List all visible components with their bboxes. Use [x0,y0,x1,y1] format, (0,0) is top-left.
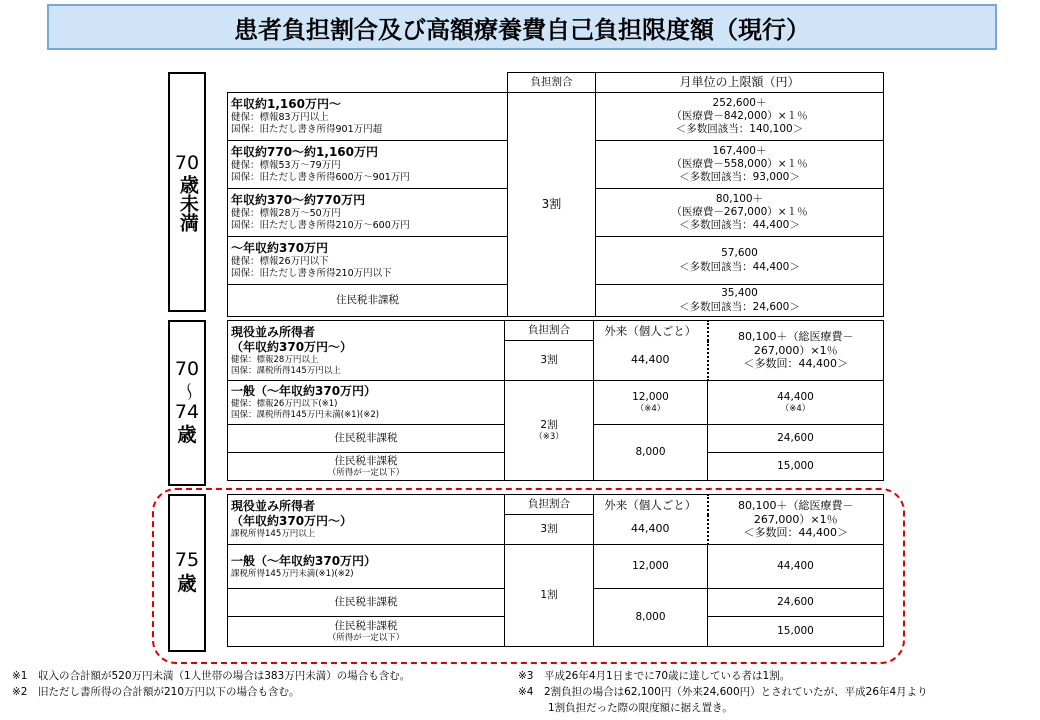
age-separator: ～ [176,381,199,401]
limit-multi: ＜多数回該当：140,100＞ [675,123,804,136]
limit-multi: ＜多数回該当：44,400＞ [679,219,800,232]
age-text: 歳 [177,424,197,447]
ratio-cell: 2割 [540,418,558,431]
age-number: 70 [174,357,200,380]
income-title: 住民税非課税 [334,619,398,632]
age-text: 歳未満 [176,175,199,233]
income-detail: 国保：課税所得145万円未満(※1)(※2) [231,410,380,420]
outpatient-value: 44,400 [594,515,708,545]
outpatient-value: 8,000 [594,589,708,647]
limit-value: 35,400 [721,287,758,300]
income-detail: 健保：標報28万～50万円 [231,208,341,220]
limit-line: 80,100＋（総医療費－ [738,498,854,512]
limit-value: 15,000 [708,617,884,647]
limit-multi: ＜多数回該当：44,400＞ [679,260,800,273]
highlight-frame [152,488,905,664]
limit-line: 267,000）×1％ [753,512,838,526]
footnote-3: ※3 平成26年4月1日までに70歳に達している者は1割。 [518,670,791,682]
limit-value: 252,600＋ [712,96,767,109]
ratio-cell: 3割 [505,341,594,381]
limit-line: ＜多数回：44,400＞ [743,526,848,540]
limit-value: 44,400 [777,390,814,403]
limit-note: （※4） [780,403,811,414]
income-detail: 国保：旧ただし書き所得210万～600万円 [231,220,410,231]
page-title: 患者負担割合及び高額療養費自己負担限度額（現行） [47,4,997,50]
ratio-cell: 1割 [505,545,594,647]
limit-value: 24,600 [708,425,884,453]
header-outpatient: 外来（個人ごと） [594,321,708,341]
income-subtitle: （所得が一定以下） [327,467,405,478]
limit-value: 57,600 [721,247,758,260]
outpatient-note: （※4） [635,403,666,414]
income-detail: 国保：旧ただし書き所得210万円以下 [231,268,392,279]
income-title: 住民税非課税 [228,285,508,317]
income-title: 年収約1,160万円～ [231,97,341,112]
limit-value: 80,100＋ [715,192,764,205]
header-outpatient: 外来（個人ごと） [594,495,708,515]
age-text: 歳 [177,573,197,595]
ratio-cell: 3割 [508,93,596,317]
income-title: 年収約770～約1,160万円 [231,145,379,160]
outpatient-value: 12,000 [632,390,669,403]
outpatient-value: 44,400 [594,341,708,381]
limit-value: 15,000 [708,453,884,481]
age-number-2: 74 [174,400,200,423]
footnote-2: ※2 旧ただし書所得の合計額が210万円以下の場合も含む。 [12,686,300,698]
footnote-1: ※1 収入の合計額が520万円未満（1人世帯の場合は383万円未満）の場合も含む。 [12,670,411,682]
table-70-74 [227,320,884,481]
income-detail: 国保：課税所得145万円以上 [231,365,341,376]
outpatient-value: 12,000 [594,545,708,589]
income-detail: 健保：標報26万円以下 [231,256,329,268]
income-subtitle: （年収約370万円～） [231,339,353,354]
header-ratio: 負担割合 [505,321,594,341]
income-title: ～年収約370万円 [231,241,329,256]
income-detail: 国保：旧ただし書き所得901万円超 [231,124,383,135]
income-detail: 健保：標報53万～79万円 [231,160,341,172]
income-detail: 国保：旧ただし書き所得600万～901万円 [231,172,410,183]
limit-multi: ＜多数回該当：93,000＞ [679,171,800,184]
header-limit: 月単位の上限額（円） [596,73,884,93]
limit-line: 80,100＋（総医療費－ [738,329,854,343]
table-row [228,381,884,425]
ratio-note: （※3） [534,431,564,442]
income-detail: 課税所得145万円未満(※1)(※2) [231,568,354,579]
income-title: 現役並み所得者 [231,324,316,339]
blank-cell [228,73,508,93]
limit-line: ＜多数回：44,400＞ [743,357,848,371]
outpatient-value: 8,000 [594,425,708,481]
income-detail: 課税所得145万円以上 [231,529,316,540]
limit-value: 24,600 [708,589,884,617]
ratio-cell: 3割 [505,515,594,545]
income-title: 一般（～年収約370万円） [231,384,377,399]
age-number: 70 [174,151,200,174]
income-title: 住民税非課税 [334,454,398,467]
income-detail: 健保：標報26万円以下(※1) [231,399,338,410]
income-title: 住民税非課税 [228,589,505,617]
income-title: 一般（～年収約370万円） [231,553,377,568]
income-detail: 健保：標報28万円以上 [231,354,319,365]
age-number: 75 [174,549,200,572]
footnote-4-cont: 1割負担だった際の限度額に据え置き。 [548,702,733,714]
income-subtitle: （年収約370万円～） [231,514,353,529]
limit-value: 44,400 [708,545,884,589]
age-label-70-74 [168,320,206,486]
limit-value: 167,400＋ [712,144,767,157]
age-label-under70 [168,72,206,312]
table-row [228,93,884,141]
income-title: 住民税非課税 [228,425,505,453]
income-title: 年収約370～約770万円 [231,193,366,208]
limit-multi: ＜多数回該当：24,600＞ [679,300,800,313]
income-detail: 健保：標報83万円以上 [231,112,329,124]
header-ratio: 負担割合 [508,73,596,93]
limit-formula: （医療費－267,000）×１％ [671,205,808,218]
limit-line: 267,000）×1％ [753,343,838,357]
footnote-4: ※4 2割負担の場合は62,100円（外来24,600円）とされていたが、平成26年4月より [518,686,928,698]
limit-formula: （医療費－558,000）×１％ [671,157,808,170]
header-ratio: 負担割合 [505,495,594,515]
income-subtitle: （所得が一定以下） [327,632,405,643]
limit-formula: （医療費－842,000）×１％ [671,109,808,122]
income-title: 現役並み所得者 [231,499,316,514]
table-under70 [227,72,884,317]
